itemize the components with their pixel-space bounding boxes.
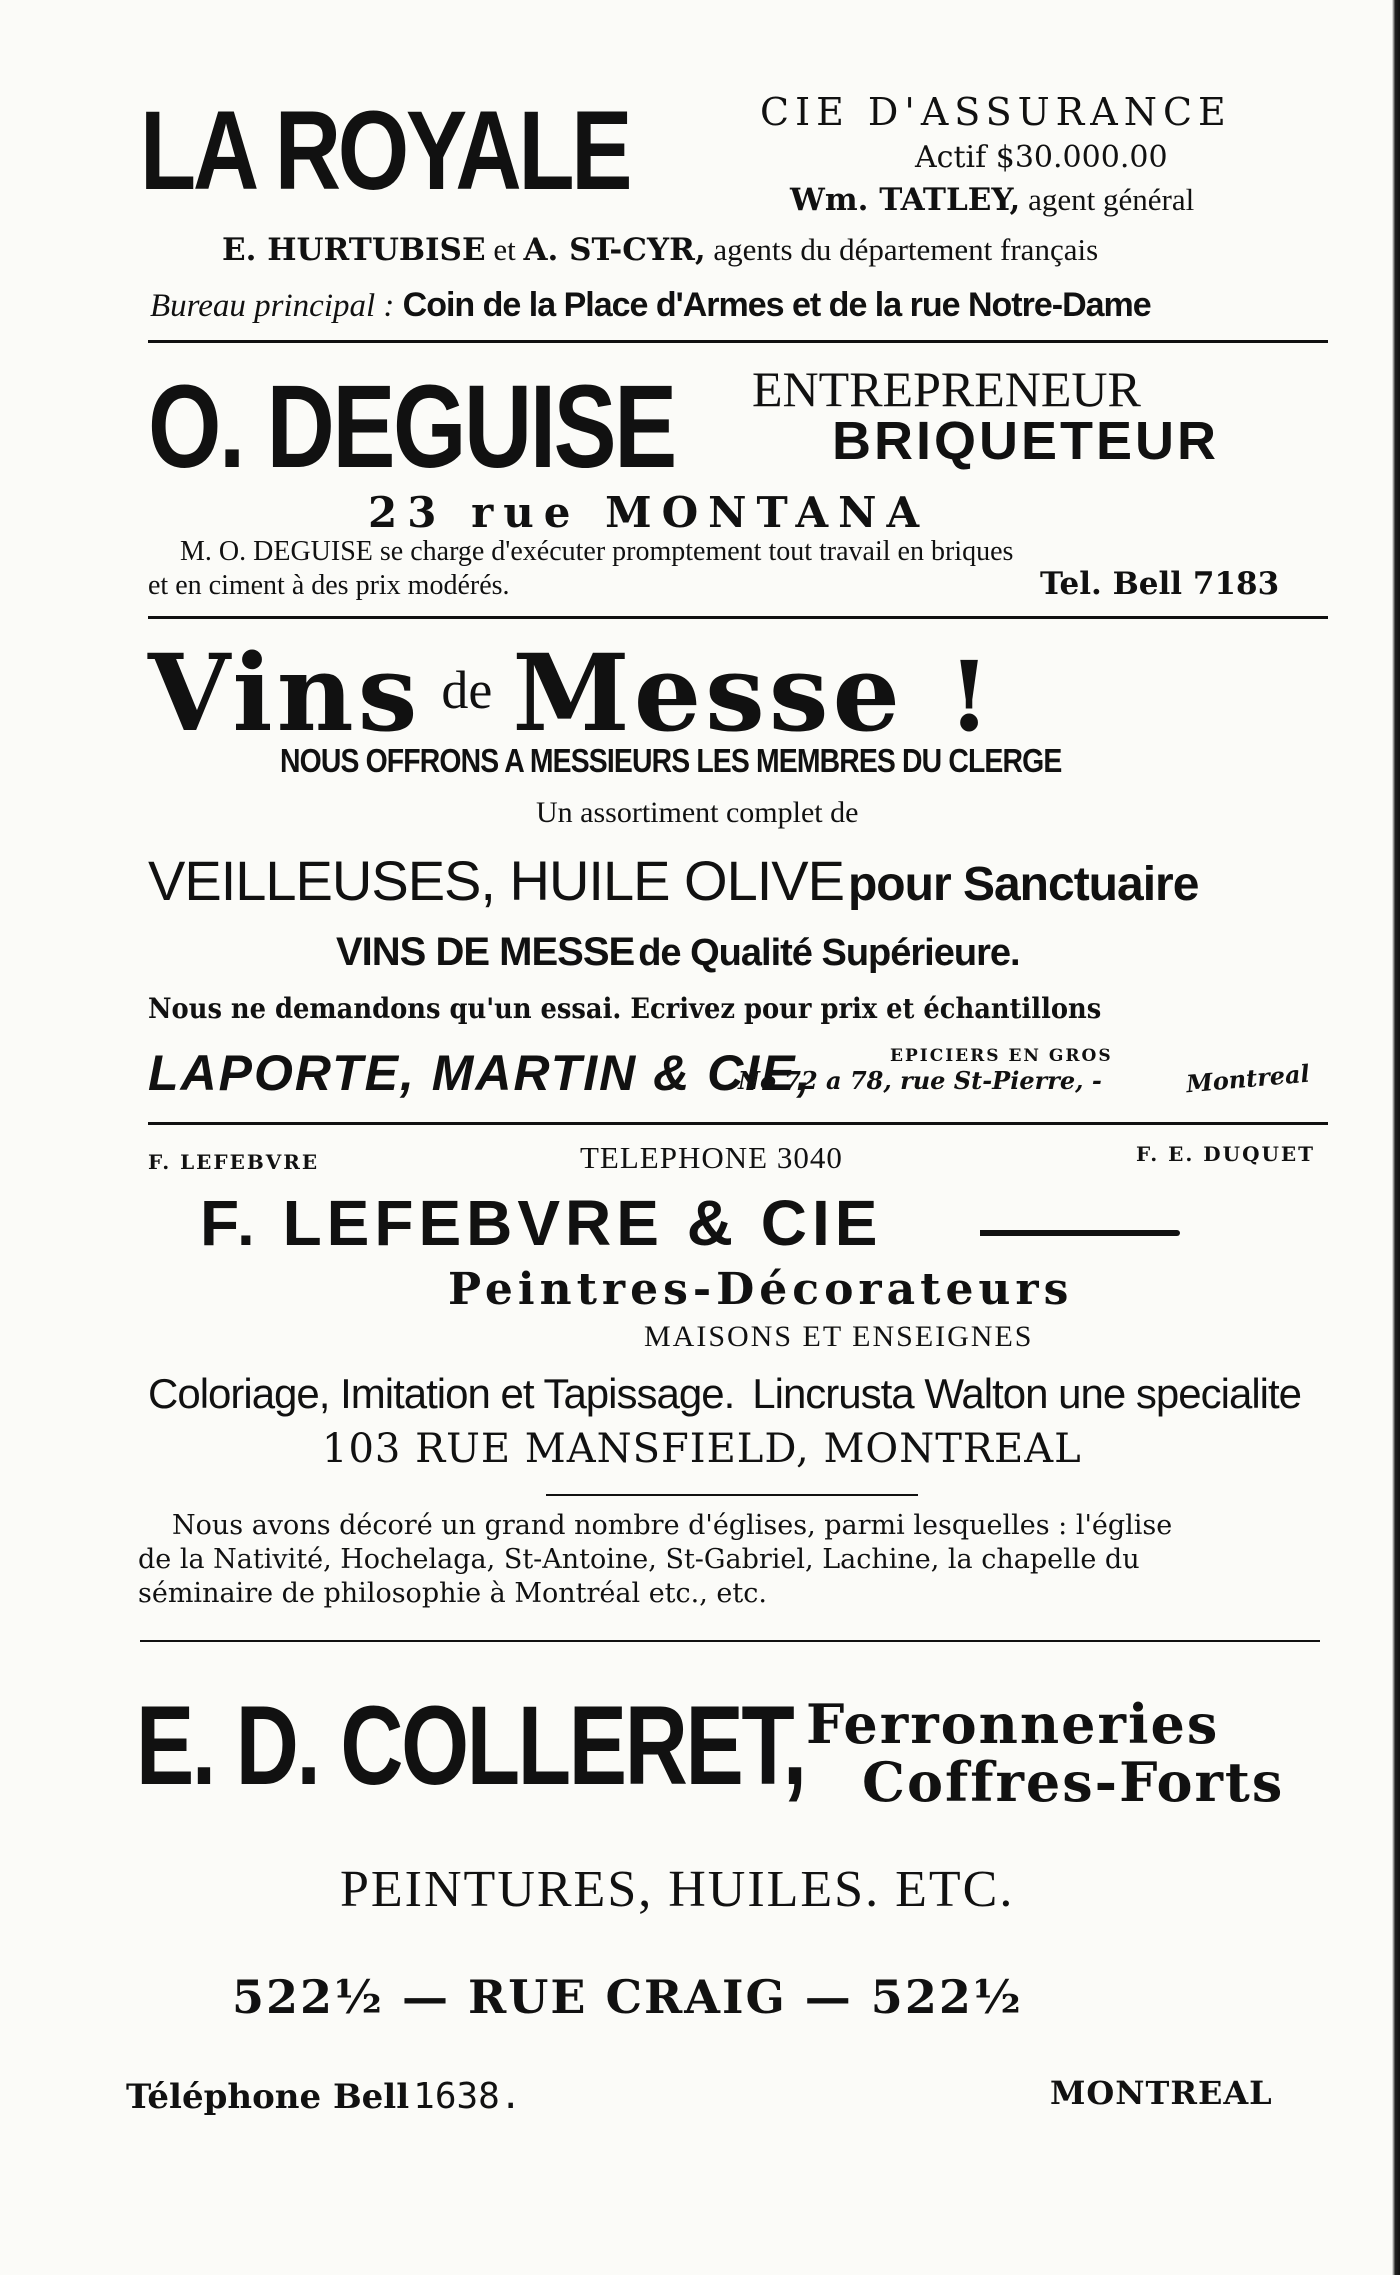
deguise-text1: M. O. DEGUISE se charge d'exécuter promptement tout travail en briques <box>180 536 1014 567</box>
colleret-address: 522½ — RUE CRAIG — 522½ <box>232 1970 1023 2024</box>
colleret-phone-number: 1638. <box>413 2076 522 2117</box>
lefebvre-name: F. LEFEBVRE & CIE <box>200 1187 883 1259</box>
vins-city: Montreal <box>1184 1058 1311 1099</box>
vins-products-a: VEILLEUSES, HUILE OLIVE <box>148 849 844 912</box>
royale-agent-a: E. HURTUBISE <box>222 232 486 268</box>
vins-firm: LAPORTE, MARTIN & CIE, <box>148 1045 813 1101</box>
royale-office-label: Bureau principal : <box>150 288 395 324</box>
vins-assort: Un assortiment complet de <box>536 796 859 829</box>
lefebvre-swash <box>980 1230 1180 1236</box>
vins-grocers: EPICIERS EN GROS <box>890 1046 1113 1066</box>
royale-agent-title: agent général <box>1028 182 1195 217</box>
divider-5 <box>140 1640 1320 1642</box>
lefebvre-telephone: TELEPHONE 3040 <box>580 1140 843 1175</box>
vins-word2: Messe <box>512 630 904 755</box>
vins-wine <box>336 930 1020 975</box>
colleret-line2: Coffres-Forts <box>862 1750 1285 1814</box>
lefebvre-services-a: Coloriage, Imitation et Tapissage. <box>148 1370 735 1417</box>
vins-offer: NOUS OFFRONS A MESSIEURS LES MEMBRES DU CLERGE <box>280 742 1062 779</box>
deguise-title1: ENTREPRENEUR <box>752 361 1141 417</box>
lefebvre-address: 103 RUE MANSFIELD, MONTREAL <box>322 1426 1082 1472</box>
lefebvre-churches3: séminaire de philosophie à Montréal etc., etc. <box>138 1578 767 1609</box>
deguise-address: 23 rue MONTANA <box>368 488 930 537</box>
colleret-products: PEINTURES, HUILES. ETC. <box>340 1861 1015 1918</box>
royale-agent-name: Wm. TATLEY, <box>790 182 1021 218</box>
royale-agent-b: A. ST-CYR, <box>523 232 706 268</box>
vins-wine-a: VINS DE MESSE <box>336 930 635 974</box>
royale-agent <box>790 182 1194 218</box>
colleret-line1: Ferronneries <box>806 1692 1220 1756</box>
royale-agents-line <box>222 232 1098 268</box>
lefebvre-churches1: Nous avons décoré un grand nombre d'églises, parmi lesquelles : l'église <box>172 1510 1173 1541</box>
lefebvre-partner-right: F. E. DUQUET <box>1136 1142 1316 1166</box>
lefebvre-services-b: Lincrusta Walton une specialite <box>752 1370 1302 1417</box>
lefebvre-services <box>148 1370 1301 1418</box>
lefebvre-churches2: de la Nativité, Hochelaga, St-Antoine, St-Gabriel, Lachine, la chapelle du <box>138 1544 1140 1575</box>
vins-products <box>148 848 1198 913</box>
royale-office <box>150 286 1151 325</box>
page-binding-edge <box>1392 0 1400 2275</box>
vins-word-de: de <box>441 660 493 720</box>
divider-4 <box>546 1494 918 1496</box>
royale-company: CIE D'ASSURANCE <box>760 90 1232 134</box>
vins-wine-b: de Qualité Supérieure. <box>638 932 1020 974</box>
deguise-title2: BRIQUETEUR <box>832 411 1220 471</box>
lefebvre-partner-left: F. LEFEBVRE <box>148 1150 320 1174</box>
royale-assets: Actif $30.000.00 <box>915 140 1168 175</box>
royale-agent-et: et <box>493 232 516 267</box>
colleret-phone <box>126 2076 522 2117</box>
lefebvre-houses: MAISONS ET ENSEIGNES <box>644 1320 1034 1353</box>
lefebvre-trade: Peintres-Décorateurs <box>448 1264 1074 1315</box>
colleret-phone-label: Téléphone Bell <box>126 2077 410 2117</box>
colleret-name: E. D. COLLERET, <box>136 1683 805 1808</box>
deguise-text2: et en ciment à des prix modérés. <box>148 570 510 601</box>
deguise-tel: Tel. Bell 7183 <box>1040 566 1280 602</box>
vins-exclaim: ! <box>947 640 991 753</box>
deguise-name: O. DEGUISE <box>148 361 675 493</box>
vins-word1: Vins <box>148 630 422 755</box>
divider-3 <box>148 1122 1328 1125</box>
royale-agents-rest: agents du département français <box>713 232 1099 267</box>
royale-office-address: Coin de la Place d'Armes et de la rue Notre-Dame <box>402 286 1151 324</box>
royale-name: LA ROYALE <box>140 88 630 213</box>
divider-1 <box>148 340 1328 343</box>
vins-heading <box>148 630 991 755</box>
vins-products-b: pour Sanctuaire <box>847 858 1199 911</box>
colleret-city: MONTREAL <box>1050 2074 1273 2112</box>
vins-address: No 72 a 78, rue St-Pierre, - <box>738 1066 1102 1095</box>
divider-2 <box>148 616 1328 619</box>
vins-trial: Nous ne demandons qu'un essai. Ecrivez pour prix et échantillons <box>148 992 1102 1025</box>
